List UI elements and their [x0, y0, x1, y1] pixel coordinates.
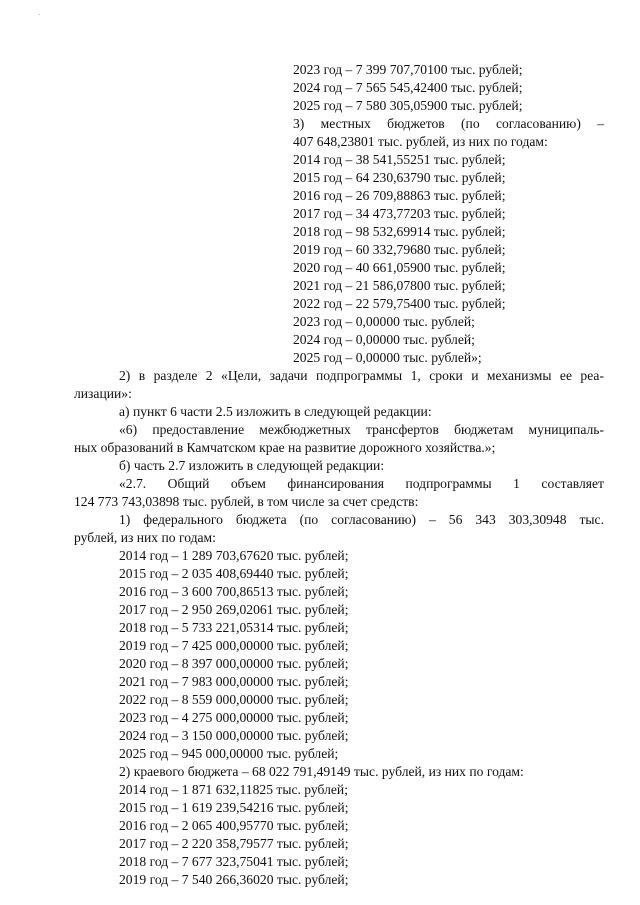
federal-year-line: 2014 год – 1 289 703,67620 тыс. рублей; [119, 548, 349, 563]
federal-year-line: 2021 год – 7 983 000,00000 тыс. рублей; [119, 674, 349, 689]
item-b: б) часть 2.7 изложить в следующей редакции: [119, 458, 385, 473]
budget-line: 2024 год – 0,00000 тыс. рублей; [293, 332, 475, 347]
budget-line: 2024 год – 7 565 545,42400 тыс. рублей; [293, 80, 523, 95]
paragraph-2-7-cont: 124 773 743,03898 тыс. рублей, в том числе за счет средств: [74, 494, 419, 509]
federal-year-line: 2017 год – 2 950 269,02061 тыс. рублей; [119, 602, 349, 617]
budget-line: 2017 год – 34 473,77203 тыс. рублей; [293, 206, 506, 221]
budget-line: 2025 год – 0,00000 тыс. рублей»; [293, 350, 482, 365]
budget-line: 2018 год – 98 532,69914 тыс. рублей; [293, 224, 506, 239]
quote-paragraph: «6) предоставление межбюджетных трансфертов бюджетам муниципаль- [119, 422, 604, 437]
budget-line: 2014 год – 38 541,55251 тыс. рублей; [293, 152, 506, 167]
federal-year-line: 2018 год – 5 733 221,05314 тыс. рублей; [119, 620, 349, 635]
budget-line: 2019 год – 60 332,79680 тыс. рублей; [293, 242, 506, 257]
federal-year-line: 2022 год – 8 559 000,00000 тыс. рублей; [119, 692, 349, 707]
local-budget-total: 407 648,23801 тыс. рублей, из них по годам: [293, 134, 548, 149]
budget-line: 2015 год – 64 230,63790 тыс. рублей; [293, 170, 506, 185]
quote-paragraph-cont: ных образований в Камчатском крае на развитие дорожного хозяйства.»; [74, 440, 496, 455]
budget-line: 2016 год – 26 709,88863 тыс. рублей; [293, 188, 506, 203]
regional-budget-heading: 2) краевого бюджета – 68 022 791,49149 тыс. рублей, из них по годам: [119, 764, 524, 779]
federal-budget-heading-cont: рублей, из них по годам: [74, 530, 216, 545]
federal-year-line: 2023 год – 4 275 000,00000 тыс. рублей; [119, 710, 349, 725]
federal-year-line: 2024 год – 3 150 000,00000 тыс. рублей; [119, 728, 349, 743]
local-budget-heading: 3) местных бюджетов (по согласованию) – [293, 116, 604, 131]
paragraph-2-7: «2.7. Общий объем финансирования подпрограммы 1 составляет [119, 476, 604, 491]
budget-line: 2020 год – 40 661,05900 тыс. рублей; [293, 260, 506, 275]
regional-year-line: 2014 год – 1 871 632,11825 тыс. рублей; [119, 782, 348, 797]
federal-year-line: 2016 год – 3 600 700,86513 тыс. рублей; [119, 584, 349, 599]
budget-line: 2025 год – 7 580 305,05900 тыс. рублей; [293, 98, 523, 113]
federal-budget-heading: 1) федерального бюджета (по согласованию) – 56 343 303,30948 тыс. [119, 512, 604, 527]
budget-line: 2023 год – 7 399 707,70100 тыс. рублей; [293, 62, 523, 77]
budget-line: 2023 год – 0,00000 тыс. рублей; [293, 314, 475, 329]
section-2-heading-cont: лизации»: [74, 386, 132, 401]
regional-year-line: 2017 год – 2 220 358,79577 тыс. рублей; [119, 836, 349, 851]
federal-year-line: 2020 год – 8 397 000,00000 тыс. рублей; [119, 656, 349, 671]
federal-year-line: 2015 год – 2 035 408,69440 тыс. рублей; [119, 566, 349, 581]
section-2-heading: 2) в разделе 2 «Цели, задачи подпрограммы 1, сроки и механизмы ее реа- [119, 368, 604, 383]
federal-year-line: 2025 год – 945 000,00000 тыс. рублей; [119, 746, 339, 761]
regional-year-line: 2016 год – 2 065 400,95770 тыс. рублей; [119, 818, 349, 833]
federal-year-line: 2019 год – 7 425 000,00000 тыс. рублей; [119, 638, 349, 653]
budget-line: 2022 год – 22 579,75400 тыс. рублей; [293, 296, 506, 311]
item-a: а) пункт 6 части 2.5 изложить в следующей редакции: [119, 404, 432, 419]
regional-year-line: 2018 год – 7 677 323,75041 тыс. рублей; [119, 854, 349, 869]
budget-line: 2021 год – 21 586,07800 тыс. рублей; [293, 278, 506, 293]
regional-year-line: 2019 год – 7 540 266,36020 тыс. рублей; [119, 872, 349, 887]
scan-speck [38, 14, 40, 15]
regional-year-line: 2015 год – 1 619 239,54216 тыс. рублей; [119, 800, 349, 815]
